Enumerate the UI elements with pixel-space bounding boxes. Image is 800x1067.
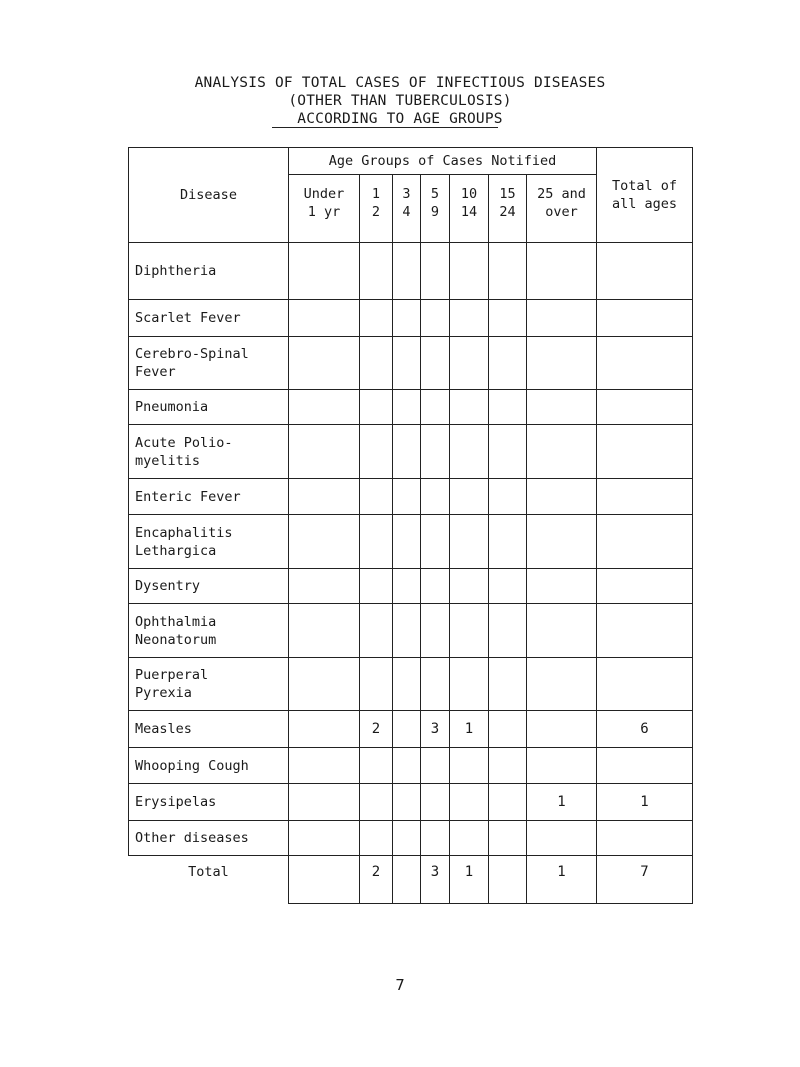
case-count-cell (421, 569, 450, 604)
case-count-cell (489, 784, 527, 821)
disease-name (129, 300, 289, 337)
case-count-cell (421, 784, 450, 821)
disease-name-line: Ophthalmia (135, 613, 217, 630)
total-count-cell: 3 (421, 856, 450, 904)
disease-name (129, 337, 289, 390)
disease-name (129, 658, 289, 711)
case-count-cell (289, 658, 360, 711)
grand-total-cell: 7 (597, 856, 693, 904)
disease-name-line: Whooping Cough (135, 757, 249, 774)
case-count-cell (421, 604, 450, 658)
age-group-label: 15 (499, 186, 516, 202)
case-count-cell: 2 (360, 711, 393, 748)
case-count-cell (527, 569, 597, 604)
case-count-cell (393, 337, 421, 390)
case-count-cell (360, 604, 393, 658)
age-group-header (489, 175, 527, 243)
case-count-cell (360, 569, 393, 604)
disease-name (129, 515, 289, 569)
case-count-cell (527, 748, 597, 784)
case-count-cell (421, 515, 450, 569)
age-group-label: 10 (460, 186, 478, 202)
disease-name (129, 821, 289, 856)
total-count-cell (489, 856, 527, 904)
disease-name-line: Diphtheria (135, 263, 217, 279)
table-row (129, 337, 693, 390)
total-row-label: Total (129, 856, 289, 904)
row-total-cell (597, 604, 693, 658)
row-total-cell (597, 821, 693, 856)
case-count-cell (489, 479, 527, 515)
age-group-label: Under (303, 186, 345, 202)
case-count-cell (489, 337, 527, 390)
total-row (129, 856, 693, 904)
case-count-cell (360, 243, 393, 300)
case-count-cell (450, 515, 489, 569)
age-group-header (393, 175, 421, 243)
age-group-label: 24 (499, 204, 516, 220)
case-count-cell (450, 479, 489, 515)
case-count-cell (450, 784, 489, 821)
total-count-cell (393, 856, 421, 904)
disease-name (129, 784, 289, 821)
case-count-cell (360, 479, 393, 515)
case-count-cell (360, 658, 393, 711)
case-count-cell (360, 337, 393, 390)
case-count-cell (450, 425, 489, 479)
table-row (129, 711, 693, 748)
case-count-cell (450, 748, 489, 784)
case-count-cell (489, 243, 527, 300)
case-count-cell (289, 711, 360, 748)
disease-name (129, 748, 289, 784)
case-count-cell (360, 821, 393, 856)
disease-name-line: Scarlet Fever (135, 310, 241, 326)
case-count-cell (489, 604, 527, 658)
case-count-cell (393, 569, 421, 604)
case-count-cell (527, 515, 597, 569)
age-group-label: 3 (402, 186, 411, 202)
total-header-line-2: all ages (611, 196, 678, 212)
case-count-cell (421, 337, 450, 390)
table-row (129, 821, 693, 856)
case-count-cell (489, 300, 527, 337)
case-count-cell (393, 390, 421, 425)
age-group-header (450, 175, 489, 243)
total-count-cell: 1 (527, 856, 597, 904)
case-count-cell (489, 821, 527, 856)
row-total-cell (597, 748, 693, 784)
total-count-cell: 1 (450, 856, 489, 904)
age-group-header (527, 175, 597, 243)
table-row (129, 604, 693, 658)
table-row (129, 784, 693, 821)
case-count-cell (527, 711, 597, 748)
case-count-cell (393, 479, 421, 515)
case-count-cell (289, 425, 360, 479)
case-count-cell (289, 821, 360, 856)
row-total-cell (597, 300, 693, 337)
disease-name-line: Dysentry (135, 578, 201, 594)
age-group-label: 4 (402, 204, 411, 220)
case-count-cell (360, 300, 393, 337)
case-count-cell (489, 569, 527, 604)
case-count-cell (421, 300, 450, 337)
age-group-label: 2 (371, 204, 381, 220)
case-count-cell (289, 569, 360, 604)
disease-name-line: Pyrexia (135, 685, 192, 701)
age-group-label: 5 (430, 186, 440, 202)
disease-name-line: Erysipelas (135, 794, 217, 810)
case-count-cell (289, 243, 360, 300)
disease-name-line: Encaphalitis (135, 524, 233, 541)
table-body (129, 243, 693, 904)
disease-name (129, 711, 289, 748)
row-total-cell (597, 658, 693, 711)
disease-name (129, 569, 289, 604)
case-count-cell (393, 748, 421, 784)
case-count-cell (421, 821, 450, 856)
row-total-cell (597, 425, 693, 479)
disease-name-line: Cerebro-Spinal (135, 346, 249, 362)
table-row (129, 425, 693, 479)
title-line-1: ANALYSIS OF TOTAL CASES OF INFECTIOUS DISEASES (194, 75, 606, 91)
case-count-cell (393, 784, 421, 821)
disease-name (129, 479, 289, 515)
case-count-cell: 3 (421, 711, 450, 748)
disease-name-line: Other diseases (135, 830, 249, 846)
row-total-cell (597, 569, 693, 604)
disease-name-line: Measles (135, 721, 192, 737)
case-count-cell (421, 748, 450, 784)
table-row (129, 658, 693, 711)
case-count-cell (393, 821, 421, 856)
case-count-cell (289, 390, 360, 425)
case-count-cell (393, 711, 421, 748)
disease-name-line: Lethargica (135, 542, 217, 559)
case-count-cell (450, 243, 489, 300)
total-count-cell (289, 856, 360, 904)
case-count-cell (450, 821, 489, 856)
disease-name (129, 390, 289, 425)
row-total-cell (597, 479, 693, 515)
row-total-cell (597, 390, 693, 425)
disease-name-line: myelitis (135, 452, 201, 469)
table-row (129, 569, 693, 604)
title-underline (272, 127, 498, 128)
case-count-cell (527, 300, 597, 337)
age-group-header (289, 175, 360, 243)
disease-name-line: Neonatorum (135, 631, 217, 648)
disease-name (129, 243, 289, 300)
table-row (129, 479, 693, 515)
case-count-cell (489, 515, 527, 569)
case-count-cell (289, 337, 360, 390)
page-title (0, 74, 800, 128)
case-count-cell (393, 300, 421, 337)
age-group-label: 14 (460, 204, 478, 220)
total-column-header (597, 148, 693, 243)
case-count-cell (489, 711, 527, 748)
case-count-cell (421, 243, 450, 300)
case-count-cell (527, 604, 597, 658)
age-group-header (421, 175, 450, 243)
case-count-cell (489, 748, 527, 784)
case-count-cell (393, 243, 421, 300)
case-count-cell (527, 658, 597, 711)
case-count-cell (450, 569, 489, 604)
case-count-cell (393, 658, 421, 711)
disease-name-line: Acute Polio- (135, 434, 233, 451)
case-count-cell (527, 243, 597, 300)
case-count-cell: 1 (450, 711, 489, 748)
disease-column-header: Disease (129, 148, 289, 243)
case-count-cell (421, 425, 450, 479)
disease-name-line: Puerperal (135, 667, 209, 683)
case-count-cell (289, 604, 360, 658)
row-total-cell (597, 243, 693, 300)
disease-name (129, 425, 289, 479)
row-total-cell: 6 (597, 711, 693, 748)
case-count-cell (289, 479, 360, 515)
total-header-line-1: Total of (611, 178, 678, 194)
age-group-label: 25 and (537, 186, 586, 202)
table-row (129, 243, 693, 300)
title-line-2: (OTHER THAN TUBERCULOSIS) (288, 93, 512, 109)
case-count-cell (393, 515, 421, 569)
case-count-cell (289, 300, 360, 337)
case-count-cell: 1 (527, 784, 597, 821)
case-count-cell (450, 300, 489, 337)
table-row (129, 515, 693, 569)
case-count-cell (450, 390, 489, 425)
case-count-cell (289, 515, 360, 569)
case-count-cell (527, 390, 597, 425)
disease-name-line: Pneumonia (135, 399, 209, 415)
disease-age-table (128, 147, 693, 904)
case-count-cell (450, 658, 489, 711)
case-count-cell (360, 784, 393, 821)
disease-name-line: Enteric Fever (135, 488, 241, 505)
table-row (129, 748, 693, 784)
case-count-cell (393, 604, 421, 658)
case-count-cell (421, 479, 450, 515)
case-count-cell (527, 821, 597, 856)
case-count-cell (489, 425, 527, 479)
case-count-cell (527, 479, 597, 515)
table-row (129, 300, 693, 337)
title-line-3: ACCORDING TO AGE GROUPS (297, 111, 503, 127)
age-group-label: 9 (430, 204, 440, 220)
header-row-1 (129, 148, 693, 175)
case-count-cell (421, 658, 450, 711)
disease-name (129, 604, 289, 658)
row-total-cell: 1 (597, 784, 693, 821)
case-count-cell (421, 390, 450, 425)
case-count-cell (527, 337, 597, 390)
case-count-cell (360, 515, 393, 569)
case-count-cell (450, 604, 489, 658)
case-count-cell (527, 425, 597, 479)
age-group-label: 1 (371, 186, 381, 202)
age-groups-header: Age Groups of Cases Notified (289, 148, 597, 175)
row-total-cell (597, 515, 693, 569)
case-count-cell (450, 337, 489, 390)
case-count-cell (393, 425, 421, 479)
table-row (129, 390, 693, 425)
total-count-cell: 2 (360, 856, 393, 904)
case-count-cell (489, 390, 527, 425)
case-count-cell (289, 748, 360, 784)
row-total-cell (597, 337, 693, 390)
case-count-cell (289, 784, 360, 821)
disease-name-line: Fever (135, 364, 176, 380)
age-group-label: 1 yr (307, 204, 341, 220)
case-count-cell (360, 390, 393, 425)
case-count-cell (489, 658, 527, 711)
case-count-cell (360, 748, 393, 784)
page-number: 7 (395, 976, 405, 994)
age-group-header (360, 175, 393, 243)
case-count-cell (360, 425, 393, 479)
age-group-label: over (545, 204, 578, 220)
